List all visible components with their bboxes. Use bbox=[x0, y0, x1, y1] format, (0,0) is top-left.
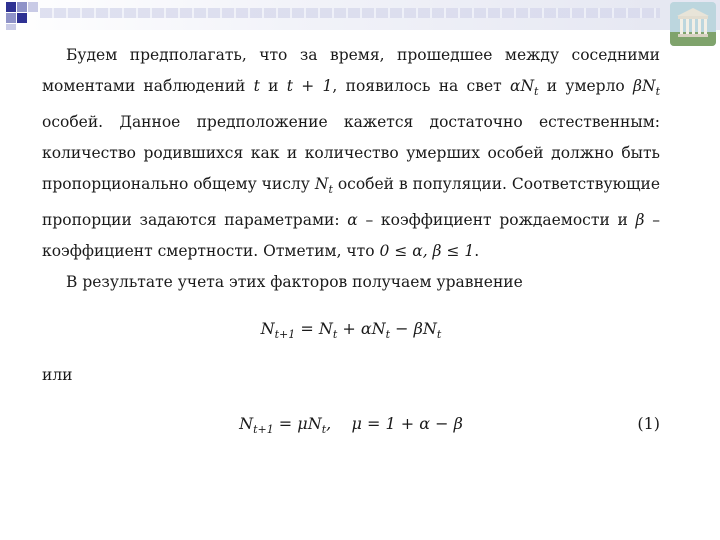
math-beta-N-t bbox=[633, 77, 660, 99]
text-run: особей. Данное предположение кажется достаточно естественным: количество родившихся как и количество умерших особей должно быть пропорционально общему числу bbox=[42, 113, 660, 194]
math-sub: t+1 bbox=[274, 328, 296, 342]
math-sub: t bbox=[385, 328, 391, 342]
math-sub: t bbox=[534, 85, 539, 99]
math-N-t bbox=[314, 175, 333, 197]
math-sub: t bbox=[655, 85, 660, 99]
equation-population-balance bbox=[42, 306, 660, 352]
paragraph-model-assumption bbox=[42, 40, 660, 267]
math-t: t bbox=[253, 77, 260, 95]
math-part: βN bbox=[633, 77, 656, 95]
math-sub: t bbox=[436, 328, 442, 342]
equation-1 bbox=[42, 401, 660, 447]
math-alpha-N-t bbox=[509, 77, 539, 99]
math-part: N bbox=[260, 319, 275, 339]
paragraph-result-intro: В результате учета этих факторов получаем уравнение bbox=[66, 273, 523, 292]
text-run: – коэффициент смертности. Отметим, что bbox=[42, 211, 660, 261]
text-run: – коэффициент рождаемости и bbox=[357, 211, 636, 230]
math-part: = μN bbox=[273, 414, 322, 434]
math-part: N bbox=[239, 414, 254, 434]
math-sub: t bbox=[321, 423, 327, 437]
connector-or: или bbox=[42, 366, 73, 385]
header-square bbox=[28, 2, 38, 12]
header-square bbox=[17, 2, 27, 12]
math-alpha: α bbox=[347, 211, 358, 230]
math-part: , μ = 1 + α − β bbox=[326, 414, 463, 434]
text-run: и умерло bbox=[538, 77, 634, 95]
text-run: особей в популяции. Соответствующие пропорции задаются параметрами: bbox=[42, 175, 661, 230]
math-beta: β bbox=[635, 211, 645, 230]
temple-photo-logo-icon bbox=[670, 2, 716, 46]
text-run: , появилось на свет bbox=[332, 77, 510, 95]
math-t-plus-1: t + 1 bbox=[286, 77, 333, 95]
math-part: N bbox=[314, 175, 329, 194]
text-run: и bbox=[259, 77, 287, 95]
math-inequality: 0 ≤ α, β ≤ 1 bbox=[379, 242, 475, 261]
slide-header-bar bbox=[0, 0, 720, 30]
text-run: Будем предполагать, что за время, прошедшее между соседними моментами наблюдений bbox=[42, 46, 660, 95]
math-part: − βN bbox=[390, 319, 437, 339]
math-sub: t bbox=[332, 328, 338, 342]
math-part: = N bbox=[295, 319, 333, 339]
math-part: + αN bbox=[337, 319, 386, 339]
text-run: . bbox=[474, 242, 480, 261]
header-stripes bbox=[40, 8, 660, 18]
math-part: αN bbox=[509, 77, 535, 95]
slide-content bbox=[42, 40, 660, 447]
header-square bbox=[6, 24, 16, 30]
header-square bbox=[6, 2, 16, 12]
header-square bbox=[17, 13, 27, 23]
math-sub: t+1 bbox=[253, 423, 274, 437]
math-sub: t bbox=[328, 183, 333, 197]
equation-number: (1) bbox=[637, 414, 660, 434]
header-square bbox=[6, 13, 16, 23]
